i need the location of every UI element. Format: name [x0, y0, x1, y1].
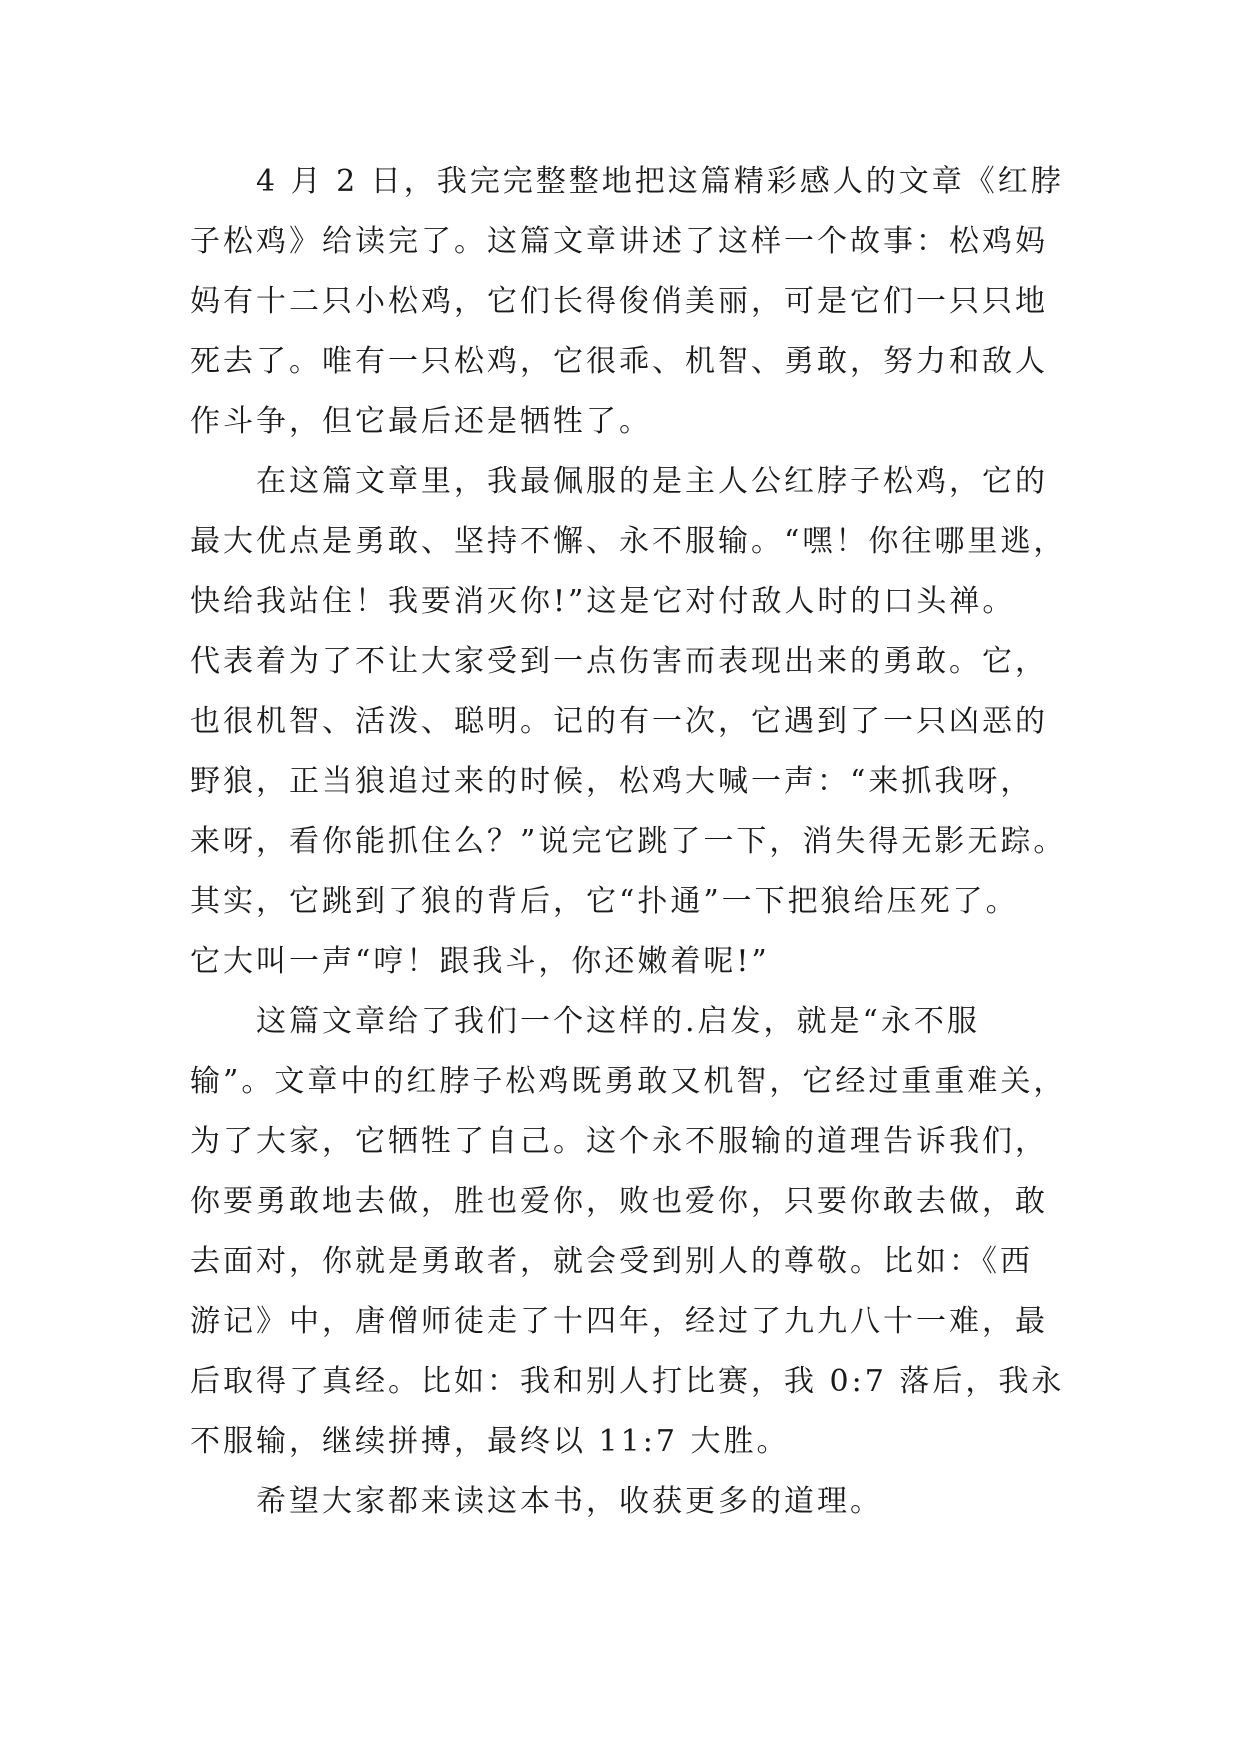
- paragraph-1: [190, 152, 1070, 452]
- text-line: 妈有十二只小松鸡，它们长得俊俏美丽，可是它们一只只地: [190, 284, 1048, 319]
- text-line: 在这篇文章里，我最佩服的是主人公红脖子松鸡，它的: [190, 464, 1048, 499]
- text-line: 最大优点是勇敢、坚持不懈、永不服输。“嘿！你往哪里逃，: [190, 524, 1067, 559]
- text-line: 游记》中，唐僧师徒走了十四年，经过了九九八十一难，最: [190, 1304, 1048, 1339]
- text-line: 代表着为了不让大家受到一点伤害而表现出来的勇敢。它，: [190, 644, 1048, 679]
- text-line: 这篇文章给了我们一个这样的.启发，就是“永不服: [190, 1004, 980, 1039]
- text-line: 你要勇敢地去做，胜也爱你，败也爱你，只要你敢去做，敢: [190, 1184, 1048, 1219]
- text-line: 不服输，继续拼搏，最终以 11:7 大胜。: [190, 1424, 790, 1459]
- text-line: 也很机智、活泼、聪明。记的有一次，它遇到了一只凶恶的: [190, 704, 1048, 739]
- text-line: 其实，它跳到了狼的背后，它“扑通”一下把狼给压死了。: [190, 884, 1019, 919]
- text-line: 死去了。唯有一只松鸡，它很乖、机智、勇敢，努力和敌人: [190, 344, 1048, 379]
- text-line: 子松鸡》给读完了。这篇文章讲述了这样一个故事：松鸡妈: [190, 224, 1048, 259]
- text-line: 作斗争，但它最后还是牺牲了。: [190, 404, 652, 439]
- text-line: 为了大家，它牺牲了自己。这个永不服输的道理告诉我们，: [190, 1124, 1048, 1159]
- text-line: 后取得了真经。比如：我和别人打比赛，我 0:7 落后，我永: [190, 1364, 1065, 1399]
- paragraph-4: [190, 1472, 1070, 1532]
- text-line: 输”。文章中的红脖子松鸡既勇敢又机智，它经过重重难关，: [190, 1064, 1067, 1099]
- paragraph-2: [190, 452, 1070, 992]
- text-line: 4 月 2 日，我完完整整地把这篇精彩感人的文章《红脖: [190, 164, 1064, 199]
- text-line: 它大叫一声“哼！跟我斗，你还嫩着呢!”: [190, 944, 770, 979]
- text-line: 快给我站住！我要消灭你!”这是它对付敌人时的口头禅。: [190, 584, 1016, 619]
- text-line: 野狼，正当狼追过来的时候，松鸡大喊一声：“来抓我呀，: [190, 764, 1034, 799]
- document-body: [190, 152, 1070, 1532]
- paragraph-3: [190, 992, 1070, 1472]
- text-line: 希望大家都来读这本书，收获更多的道理。: [190, 1484, 883, 1519]
- text-line: 去面对，你就是勇敢者，就会受到别人的尊敬。比如：《西: [190, 1244, 1033, 1279]
- text-line: 来呀，看你能抓住么？”说完它跳了一下，消失得无影无踪。: [190, 824, 1067, 859]
